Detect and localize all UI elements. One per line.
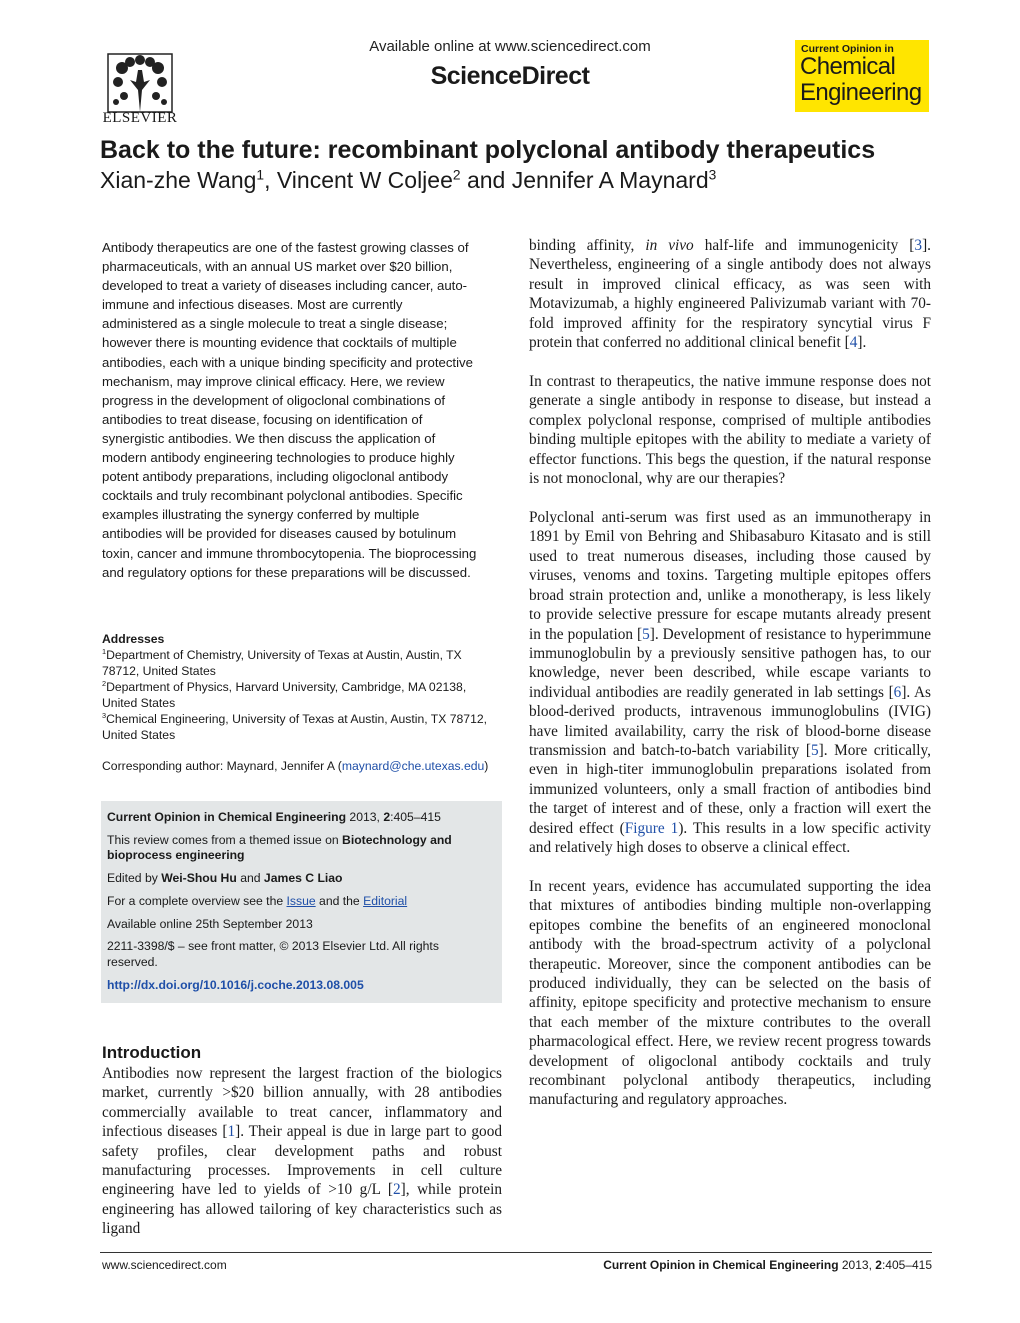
reference-link-2[interactable]: 2 bbox=[393, 1181, 401, 1199]
citation-journal: Current Opinion in Chemical Engineering bbox=[107, 810, 347, 824]
editors-line bbox=[107, 871, 492, 887]
body-text-segment: ]. bbox=[857, 334, 867, 352]
reference-link-5[interactable]: 5 bbox=[642, 625, 650, 643]
footer-journal: Current Opinion in Chemical Engineering bbox=[603, 1258, 839, 1272]
body-paragraph bbox=[529, 236, 931, 352]
author-separator: , bbox=[264, 167, 277, 193]
overview-line bbox=[107, 894, 492, 910]
themed-topic: Biotechnology and bioprocess engineering bbox=[107, 832, 452, 863]
address-mark: 2 bbox=[102, 678, 107, 688]
author-affiliation-mark: 3 bbox=[708, 167, 717, 183]
right-column bbox=[529, 236, 931, 1129]
footer-year: 2013, bbox=[838, 1258, 876, 1272]
intro-text-segment: ]. Their appeal is due in large part to good safety profiles, clear development paths and robust manufacturing processes. Improvements in cell culture engineering have led to yields of >10 g/L [ bbox=[102, 1123, 502, 1199]
available-online-text: Available online at www.sciencedirect.com bbox=[369, 38, 651, 55]
author-affiliation-mark: 2 bbox=[452, 167, 461, 183]
citation-volume: 2 bbox=[383, 810, 391, 824]
themed-issue-line bbox=[107, 833, 492, 864]
themed-prefix: This review comes from a themed issue on bbox=[107, 832, 343, 847]
body-text-segment: Polyclonal anti-serum was first used as an immunotherapy in 1891 by Emil von Behring and Shibasaburo Kitasato and is still used to treat numerous diseases, including those caused by viruses, venoms and toxins. Targeting multiple epitopes offers broad strain protection and, unlike a monotherapy, is less likely to provide selective pressure for escape mutants already present in the population [ bbox=[529, 509, 931, 643]
journal-logo-box bbox=[795, 40, 929, 112]
copyright-line: 2211-3398/$ – see front matter, © 2013 Elsevier Ltd. All rights reserved. bbox=[107, 939, 439, 969]
intro-text-segment: Antibodies now represent the largest fraction of the biologics market, currently >$20 billion annually, with 28 antibodies commercially available to treat cancer, inflammatory and infectious diseases [ bbox=[102, 1065, 502, 1141]
citation-pages: :405–415 bbox=[390, 810, 441, 824]
author-list bbox=[100, 167, 930, 194]
body-text-segment: binding affinity, bbox=[529, 237, 646, 254]
body-paragraph bbox=[529, 508, 931, 857]
corresponding-suffix: ) bbox=[484, 759, 489, 773]
journal-prefix: Current Opinion in bbox=[801, 43, 894, 55]
address-item bbox=[102, 679, 492, 711]
journal-name-line1: Chemical bbox=[800, 53, 896, 80]
address-mark: 1 bbox=[102, 646, 107, 656]
address-mark: 3 bbox=[102, 710, 107, 720]
body-text-segment: ]. More critically, even in high-titer immunoglobulin preparations isolated from immunized volunteers, only a small fraction of antibodies bind the target of interest and of these, only a fraction will exert the desired effect ( bbox=[529, 741, 931, 837]
body-paragraph: In contrast to therapeutics, the native immune response does not generate a single antibody in response to disease, but instead a complex polyclonal response, comprised of multiple antibodies binding multiple epitopes with the ability to mediate a variety of effector functions. This begs the question, if the natural response is not monoclonal, why are our therapies? bbox=[529, 373, 931, 488]
reference-link-4[interactable]: 4 bbox=[849, 334, 858, 352]
address-item bbox=[102, 711, 492, 743]
author-separator: and bbox=[460, 167, 512, 193]
edited-and: and bbox=[236, 871, 264, 886]
author-name: Xian-zhe Wang bbox=[100, 167, 257, 193]
corresponding-author bbox=[102, 758, 502, 774]
intro-text-segment: ], while protein engineering has allowed tailoring of key characteristics such as ligand bbox=[102, 1181, 502, 1238]
reference-link-1[interactable]: 1 bbox=[227, 1123, 236, 1141]
body-text-segment: ]. Nevertheless, engineering of a single antibody does not always result in improved clinical efficacy, as was seen with Motavizumab, a highly engineered Palivizumab variant with 70-fold improved affinity for the respiratory syncytial virus F protein that conferred no additional clinical benefit [ bbox=[529, 237, 931, 352]
body-text-segment: ]. Development of resistance to hyperimmune immunoglobulin by a previously sensitive pathogen has, to our knowledge, never been described, while escape variants to individual antibodies are readily generated in lab settings [ bbox=[529, 625, 931, 701]
publisher-name: ELSEVIER bbox=[102, 110, 178, 126]
overview-prefix: For a complete overview see the bbox=[107, 893, 287, 908]
editor-name: James C Liao bbox=[263, 871, 343, 886]
addresses-heading: Addresses bbox=[102, 632, 165, 646]
reference-link-6[interactable]: 6 bbox=[893, 683, 902, 701]
introduction-paragraph bbox=[102, 1064, 502, 1239]
sciencedirect-brand: ScienceDirect bbox=[430, 62, 590, 90]
body-text-segment: half-life and immunogenicity [ bbox=[693, 237, 915, 254]
citation-line bbox=[107, 810, 492, 826]
available-date: Available online 25th September 2013 bbox=[107, 916, 313, 931]
footer-website[interactable]: www.sciencedirect.com bbox=[102, 1258, 227, 1272]
reference-link-3[interactable]: 3 bbox=[914, 237, 923, 254]
address-text: Chemical Engineering, University of Texas at Austin, Austin, TX 78712, United States bbox=[102, 712, 488, 742]
address-item bbox=[102, 647, 492, 679]
article-info-box bbox=[101, 801, 502, 1003]
doi-link[interactable]: http://dx.doi.org/10.1016/j.coche.2013.08.005 bbox=[107, 977, 364, 992]
editor-name: Wei-Shou Hu bbox=[161, 871, 237, 886]
abstract-text: Antibody therapeutics are one of the fastest growing classes of pharmaceuticals, with an annual US market over $20 billion, developed to treat a variety of diseases including cancer, auto-immune and infectious diseases. Most are currently administered as a single molecule to treat a single disease; however there is mounting evidence that cocktails of multiple antibodies, each with a unique binding specificity and protective mechanism, may improve clinical efficacy. Here, we review progress in the development of oligoclonal combinations of antibodies to treat disease, focusing on identification of synergistic antibodies. We then discuss the application of modern antibody engineering technologies to produce highly potent antibody preparations, including oligoclonal antibody cocktails and truly recombinant polyclonal antibodies. Specific examples illustrating the synergy conferred by multiple antibodies will be provided for diseases caused by botulinum toxin, cancer and immune thrombocytopenia. The bioprocessing and regulatory options for these preparations will be discussed. bbox=[102, 240, 477, 580]
article-title: Back to the future: recombinant polyclonal antibody therapeutics bbox=[100, 136, 876, 164]
body-text-segment: ]. As blood-derived products, intravenous immunoglobulins (IVIG) have limited availability, carry the risk of blood-borne disease transmission and batch-to-batch variability [ bbox=[529, 683, 931, 759]
reference-link-5[interactable]: 5 bbox=[810, 741, 819, 759]
body-text-segment: ). This results in a low specific activity and relatively high doses to observe a clinical effect. bbox=[529, 819, 931, 856]
address-text: Department of Chemistry, University of Texas at Austin, Austin, TX 78712, United States bbox=[102, 648, 462, 678]
address-text: Department of Physics, Harvard University, Cambridge, MA 02138, United States bbox=[102, 680, 467, 710]
body-paragraph: In recent years, evidence has accumulated supporting the idea that mixtures of antibodies binding multiple non-overlapping epitopes combine the benefits of an engineered monoclonal antibody with the broad-spectrum activity of a polyclonal therapeutic. Moreover, since the component antibodies can be produced individually, they can be selected on the basis of affinity, epitope specificity and protective mechanism to ensure that each member of the mixture contributes to the overall pharmacological effect. Here, we review recent progress towards development of oligoclonal antibody cocktails and truly recombinant polyclonal antibody therapeutics, including manufacturing and regulatory approaches. bbox=[529, 877, 931, 1109]
editorial-link[interactable]: Editorial bbox=[363, 893, 408, 908]
corresponding-email-link[interactable]: maynard@che.utexas.edu bbox=[341, 759, 485, 773]
corresponding-prefix: Corresponding author: Maynard, Jennifer A ( bbox=[102, 759, 342, 773]
footer-volume: 2 bbox=[875, 1258, 882, 1272]
body-italic: in vivo bbox=[645, 237, 694, 254]
footer-divider bbox=[100, 1252, 932, 1253]
footer-pages: :405–415 bbox=[881, 1258, 932, 1272]
journal-name bbox=[800, 54, 922, 106]
addresses-section bbox=[102, 631, 492, 743]
author-affiliation-mark: 1 bbox=[256, 167, 265, 183]
author-name: Jennifer A Maynard bbox=[511, 167, 709, 193]
author-name: Vincent W Coljee bbox=[276, 167, 453, 193]
overview-and: and the bbox=[315, 893, 364, 908]
citation-year: 2013, bbox=[346, 810, 384, 824]
footer-citation bbox=[560, 1258, 932, 1272]
issue-link[interactable]: Issue bbox=[286, 893, 316, 908]
journal-name-line2: Engineering bbox=[800, 79, 922, 106]
edited-prefix: Edited by bbox=[107, 871, 162, 886]
figure-1-link[interactable]: Figure 1 bbox=[624, 819, 679, 837]
introduction-heading: Introduction bbox=[102, 1043, 202, 1062]
